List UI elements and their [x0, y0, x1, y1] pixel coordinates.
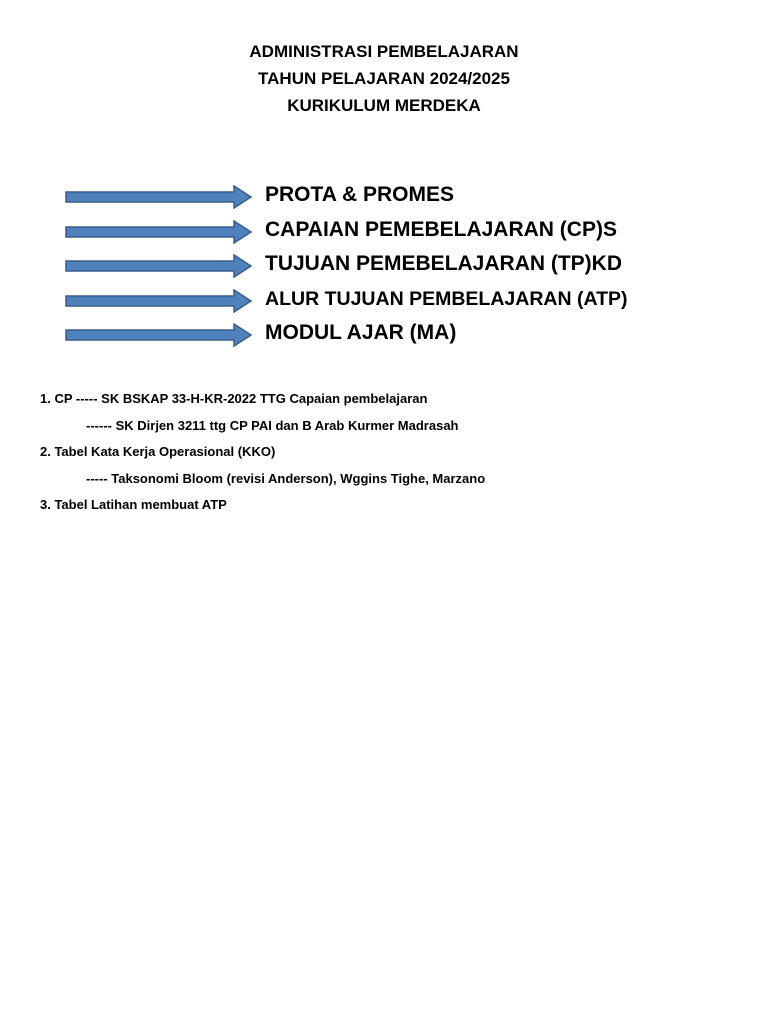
- arrow-item-capaian-pembelajaran: [64, 216, 744, 251]
- arrow-item-label: TUJUAN PEMEBELAJARAN (TP)KD: [265, 252, 623, 275]
- note-item: ------ SK Dirjen 3211 ttg CP PAI dan B Arab Kurmer Madrasah: [86, 417, 459, 433]
- arrow-list: [64, 181, 744, 354]
- header-school-year: TAHUN PELAJARAN 2024/2025: [258, 69, 510, 88]
- arrow-right-icon: [64, 185, 254, 209]
- arrow-right-icon: [64, 323, 254, 347]
- note-item: ----- Taksonomi Bloom (revisi Anderson), Wggins Tighe, Marzano: [86, 470, 486, 486]
- note-item: 2. Tabel Kata Kerja Operasional (KKO): [40, 444, 276, 459]
- arrow-item-alur-tujuan-pembelajaran: [64, 285, 744, 320]
- arrow-item-label: MODUL AJAR (MA): [265, 321, 457, 344]
- arrow-right-icon: [64, 254, 254, 278]
- arrow-right-icon: [64, 220, 254, 244]
- header-title: ADMINISTRASI PEMBELAJARAN: [249, 42, 519, 61]
- arrow-item-label: PROTA & PROMES: [265, 183, 455, 206]
- arrow-item-label: ALUR TUJUAN PEMBELAJARAN (ATP): [265, 287, 628, 310]
- header-curriculum: KURIKULUM MERDEKA: [287, 96, 481, 115]
- document-header: [0, 38, 768, 119]
- arrow-item-prota-promes: [64, 181, 744, 216]
- arrow-right-icon: [64, 289, 254, 313]
- note-item: 1. CP ----- SK BSKAP 33-H-KR-2022 TTG Capaian pembelajaran: [40, 391, 428, 406]
- arrow-item-label: CAPAIAN PEMEBELAJARAN (CP)S: [265, 217, 617, 241]
- notes-list: [40, 386, 740, 519]
- arrow-item-tujuan-pembelajaran: [64, 250, 744, 285]
- note-item: 3. Tabel Latihan membuat ATP: [40, 497, 227, 512]
- arrow-item-modul-ajar: [64, 319, 744, 354]
